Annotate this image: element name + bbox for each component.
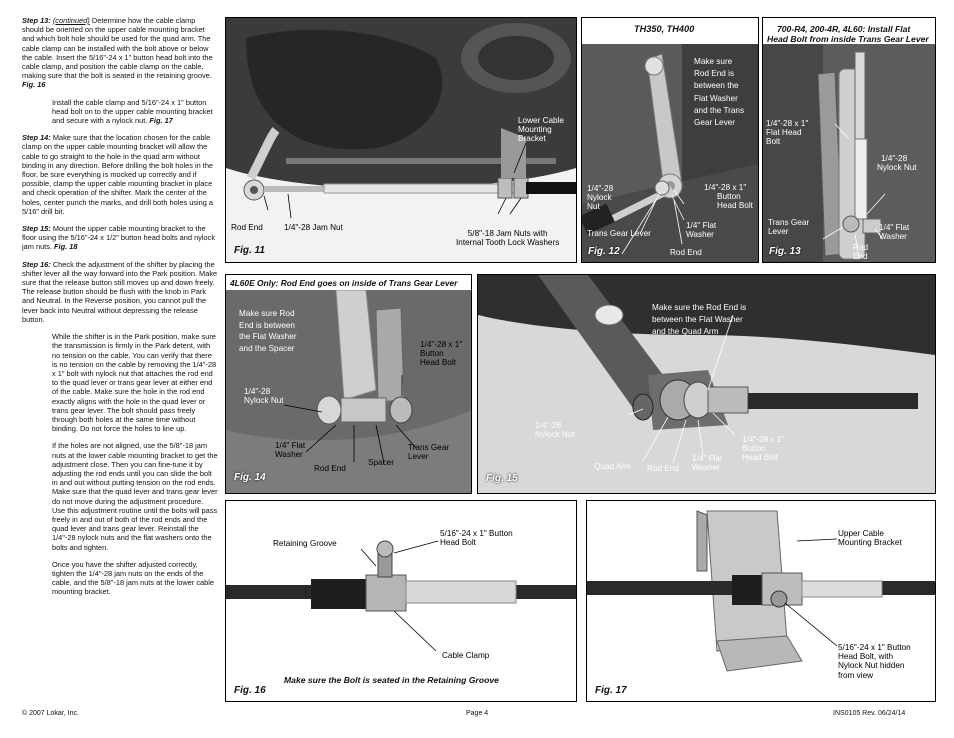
fig13-rod-end-label: Rod End — [853, 243, 869, 262]
figure-16 — [225, 500, 577, 702]
fig15-rod-end-label: Rod End — [647, 464, 679, 473]
fig13-nylock-label: 1/4"-28 Nylock Nut — [877, 154, 917, 173]
fig13-bolt-label: 1/4"-28 x 1" Flat Head Bolt — [766, 119, 809, 147]
fig14-washer-label: 1/4" Flat Washer — [275, 441, 306, 460]
fig14-make-sure-note: Make sure Rod End is between the Flat Washer and the Spacer — [239, 309, 297, 353]
step-13-fig-ref: Fig. 16 — [22, 80, 46, 90]
figure-12 — [581, 17, 759, 263]
fig16-caption: Make sure the Bolt is seated in the Retaining Groove — [284, 675, 499, 685]
fig12-nylock-label: 1/4"-28 Nylock Nut — [587, 184, 614, 212]
step-14-text: Make sure that the location chosen for the cable clamp on the upper cable mounting bracket will allow the cable to go straight to the hole in the quad arm without binding in any direction. Before drilling the bolt holes in the floor, be sure everything is mocked up correctly and if possible, clamp the upper cable mounting bracket in place and check operation of the shifter. Mark the center of the holes, center punch the marks, and drill both holes using a 5/16" drill bit. — [22, 133, 214, 216]
step-13-label: Step 13: — [22, 16, 51, 25]
fig13-trans-label: Trans Gear Lever — [768, 218, 810, 237]
fig17-bolt-label: 5/16"-24 x 1" Button Head Bolt, with Nylock Nut hidden from view — [838, 643, 911, 680]
fig15-quad-arm-label: Quad Arm — [594, 462, 631, 471]
figure-15-label: Fig. 15 — [486, 473, 518, 484]
fig14-trans-label: Trans Gear Lever — [408, 443, 450, 462]
step-16-para-2: While the shifter is in the Park position, make sure the transmission is firmly in the Park detent, with no tension on the cable. You can verify that there is no tension on the cable by removing the 1/4"-28 x 1" bolt with nylock nut that attaches the rod end to the quad lever or trans gear lever at either end of the cable. Make sure the hole in the rod end exactly aligns with the hole in the quad lever or trans gear lever. The bolt should pass freely through both holes at the same time without binding. Do not force the holes to line up. — [52, 332, 217, 434]
fig16-bolt-label: 5/16"-24 x 1" Button Head Bolt — [440, 529, 513, 548]
fig13-washer-label: 1/4" Flat Washer — [879, 223, 910, 242]
figure-16-photo — [226, 501, 576, 701]
fig15-washer-label: 1/4" Flat Washer — [692, 454, 723, 473]
figure-13 — [762, 17, 936, 263]
step-14 — [22, 133, 218, 216]
fig12-washer-label: 1/4" Flat Washer — [686, 221, 717, 240]
fig16-cable-clamp-label: Cable Clamp — [442, 651, 490, 660]
step-14-label: Step 14: — [22, 133, 51, 143]
fig14-bolt-label: 1/4"-28 x 1" Button Head Bolt — [420, 340, 463, 368]
step-13-continued: (continued) — [52, 16, 90, 25]
step-15-text: Mount the upper cable mounting bracket to the floor using the 5/16"-24 x 1/2" button head bolts and nylock jam nuts. — [22, 224, 216, 252]
fig14-nylock-label: 1/4"-28 Nylock Nut — [244, 387, 284, 406]
figure-14-label: Fig. 14 — [234, 472, 266, 483]
step-13-text: Determine how the cable clamp should be oriented on the upper cable mounting bracket and which bolt hole should be used for the quad arm. The cable clamp can be installed with the bolt above or below the cable. Insert the 5/16"-24 x 1" button head bolt into the cable clamp, and position the cable clamp on the cable, making sure that the bolt is seated in the retaining groove. — [22, 16, 213, 81]
fig15-make-sure-note: Make sure the Rod End is between the Flat Washer and the Quad Arm — [652, 303, 747, 336]
fig14-spacer-label: Spacer — [368, 458, 394, 467]
step-15-fig-ref: Fig. 18 — [54, 242, 78, 252]
fig12-make-sure-note: Make sure Rod End is between the Flat Washer and the Trans Gear Lever — [694, 57, 745, 128]
fig15-bolt-label: 1/4"-28 x 1" Button Head Bolt — [742, 435, 785, 463]
step-16-para-4: Once you have the shifter adjusted correctly, tighten the 1/4"-28 jam nuts on the ends of the cable, and the 5/8"-18 jam nuts at the lower cable mounting bracket. — [52, 559, 215, 597]
fig12-rod-end-label: Rod End — [670, 248, 702, 257]
figure-13-title: 700-R4, 200-4R, 4L60: Install Flat Head Bolt from inside Trans Gear Lever — [767, 24, 929, 44]
fig11-rod-end-label: Rod End — [231, 223, 263, 232]
fig16-retaining-groove-label: Retaining Groove — [273, 539, 337, 548]
fig12-bolt-label: 1/4"-28 x 1" Button Head Bolt — [704, 183, 753, 211]
figure-13-label: Fig. 13 — [769, 246, 801, 257]
step-13 — [22, 16, 218, 90]
step-13-para-2-fig-ref: Fig. 17 — [149, 116, 173, 126]
step-16 — [22, 260, 218, 324]
fig11-jam-nut-label: 1/4"-28 Jam Nut — [284, 223, 343, 232]
step-15-label: Step 15: — [22, 224, 51, 234]
figure-12-label: Fig. 12 — [588, 246, 620, 257]
figure-11-label: Fig. 11 — [234, 245, 265, 256]
figure-17 — [586, 500, 936, 702]
fig17-upper-bracket-label: Upper Cable Mounting Bracket — [838, 529, 902, 548]
figure-16-label: Fig. 16 — [234, 685, 266, 696]
step-15 — [22, 224, 218, 252]
figure-11 — [225, 17, 577, 263]
fig12-trans-label: Trans Gear Lever — [587, 229, 651, 238]
figure-14 — [225, 274, 472, 494]
footer-doc-number: INS0105 Rev. 06/24/14 — [833, 710, 906, 717]
figure-12-title: TH350, TH400 — [634, 24, 695, 34]
fig11-5-8-jam-nuts-label: 5/8"-18 Jam Nuts with Internal Tooth Lock Washers — [456, 229, 560, 248]
figure-14-title: 4L60E Only: Rod End goes on inside of Trans Gear Lever — [230, 278, 458, 288]
step-16-text: Check the adjustment of the shifter by placing the shifter lever all the way forward into the Park position. Make sure that the release button still moves up and down freely. The release button should be flush with the knob in Park and Neutral. In the Reverse position, you cannot pull the lever back into Neutral without depressing the release button. — [22, 259, 218, 324]
fig11-lower-bracket-label: Lower Cable Mounting Bracket — [518, 116, 564, 144]
footer-copyright: © 2007 Lokar, Inc. — [22, 710, 79, 717]
step-16-label: Step 16: — [22, 259, 51, 269]
step-13-para-2 — [52, 98, 218, 126]
step-16-para-3: If the holes are not aligned, use the 5/8"-18 jam nuts at the lower cable mounting bracket to get the adjustment close. Then you can fine-tune it by adjusting the rod ends until you can slide the bolt in and out without putting tension on the rod ends. Make sure that the quad lever and trans gear lever do not move during the adjustment procedure. Use this adjustment routine until the bolts will pass freely in and out of both of the rod ends and the quad lever and trans gear lever. Reinstall the 1/4"-28 nylock nuts and the flat washers onto the bolts and tighten. — [52, 441, 218, 552]
fig14-rod-end-label: Rod End — [314, 464, 346, 473]
footer-page-number: Page 4 — [466, 710, 489, 717]
figure-17-label: Fig. 17 — [595, 685, 627, 696]
fig15-nylock-label: 1/4"-28 Nylock Nut — [535, 421, 575, 440]
step-13-para-2-text: Install the cable clamp and 5/16"-24 x 1" button head bolt on to the upper cable mounting bracket and secure with a nylock nut. — [52, 97, 213, 126]
instructions-column — [22, 16, 218, 605]
figure-15 — [477, 274, 936, 494]
